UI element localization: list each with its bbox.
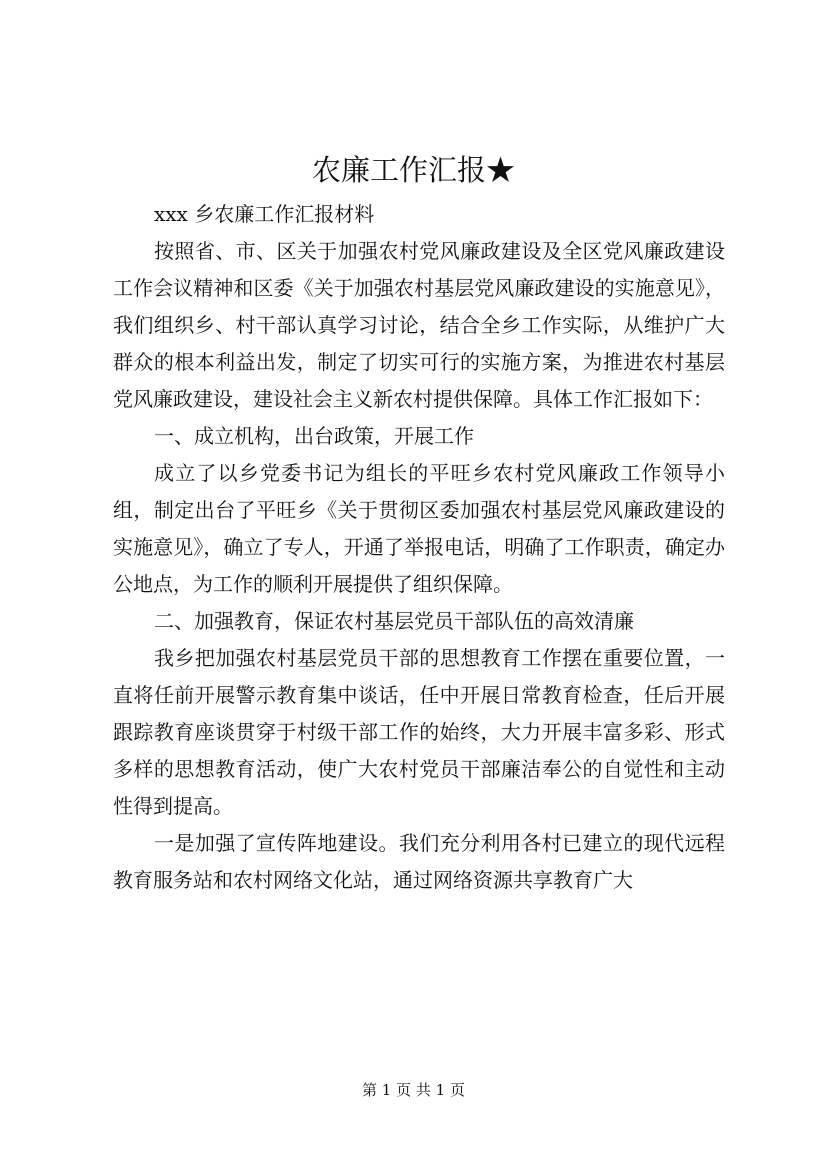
paragraph-section-2: 我乡把加强农村基层党员干部的思想教育工作摆在重要位置，一直将任前开展警示教育集中谈话，任中开展日常教育检查，任后开展跟踪教育座谈贯穿于村级干部工作的始终，大力开展丰富多彩、形式多样的思想教育活动，使广大农村党员干部廉洁奉公的自觉性和主动性得到提高。 bbox=[113, 646, 725, 818]
document-subtitle: xxx 乡农廉工作汇报材料 bbox=[154, 202, 375, 226]
page-footer: 第 1 页 共 1 页 bbox=[362, 1081, 465, 1099]
paragraph-section-2-point-1: 一是加强了宣传阵地建设。我们充分利用各村已建立的现代远程教育服务站和农村网络文化站，通过网络资源共享教育广大 bbox=[113, 831, 725, 892]
document-body bbox=[113, 196, 725, 899]
paragraph-intro: 按照省、市、区关于加强农村党风廉政建设及全区党风廉政建设工作会议精神和区委《关于加强农村基层党风廉政建设的实施意见》，我们组织乡、村干部认真学习讨论，结合全乡工作实际，从维护广大群众的根本利益出发，制定了切实可行的实施方案，为推进农村基层党风廉政建设，建设社会主义新农村提供保障。具体工作汇报如下： bbox=[113, 239, 725, 411]
document-title: 农廉工作汇报★ bbox=[311, 153, 515, 187]
section-heading-2: 二、加强教育，保证农村基层党员干部队伍的高效清廉 bbox=[154, 609, 634, 633]
section-heading-1: 一、成立机构，出台政策，开展工作 bbox=[154, 424, 474, 448]
paragraph-section-1: 成立了以乡党委书记为组长的平旺乡农村党风廉政工作领导小组，制定出台了平旺乡《关于贯彻区委加强农村基层党风廉政建设的实施意见》，确立了专人，开通了举报电话，明确了工作职责，确定办公地点，为工作的顺利开展提供了组织保障。 bbox=[113, 461, 725, 596]
